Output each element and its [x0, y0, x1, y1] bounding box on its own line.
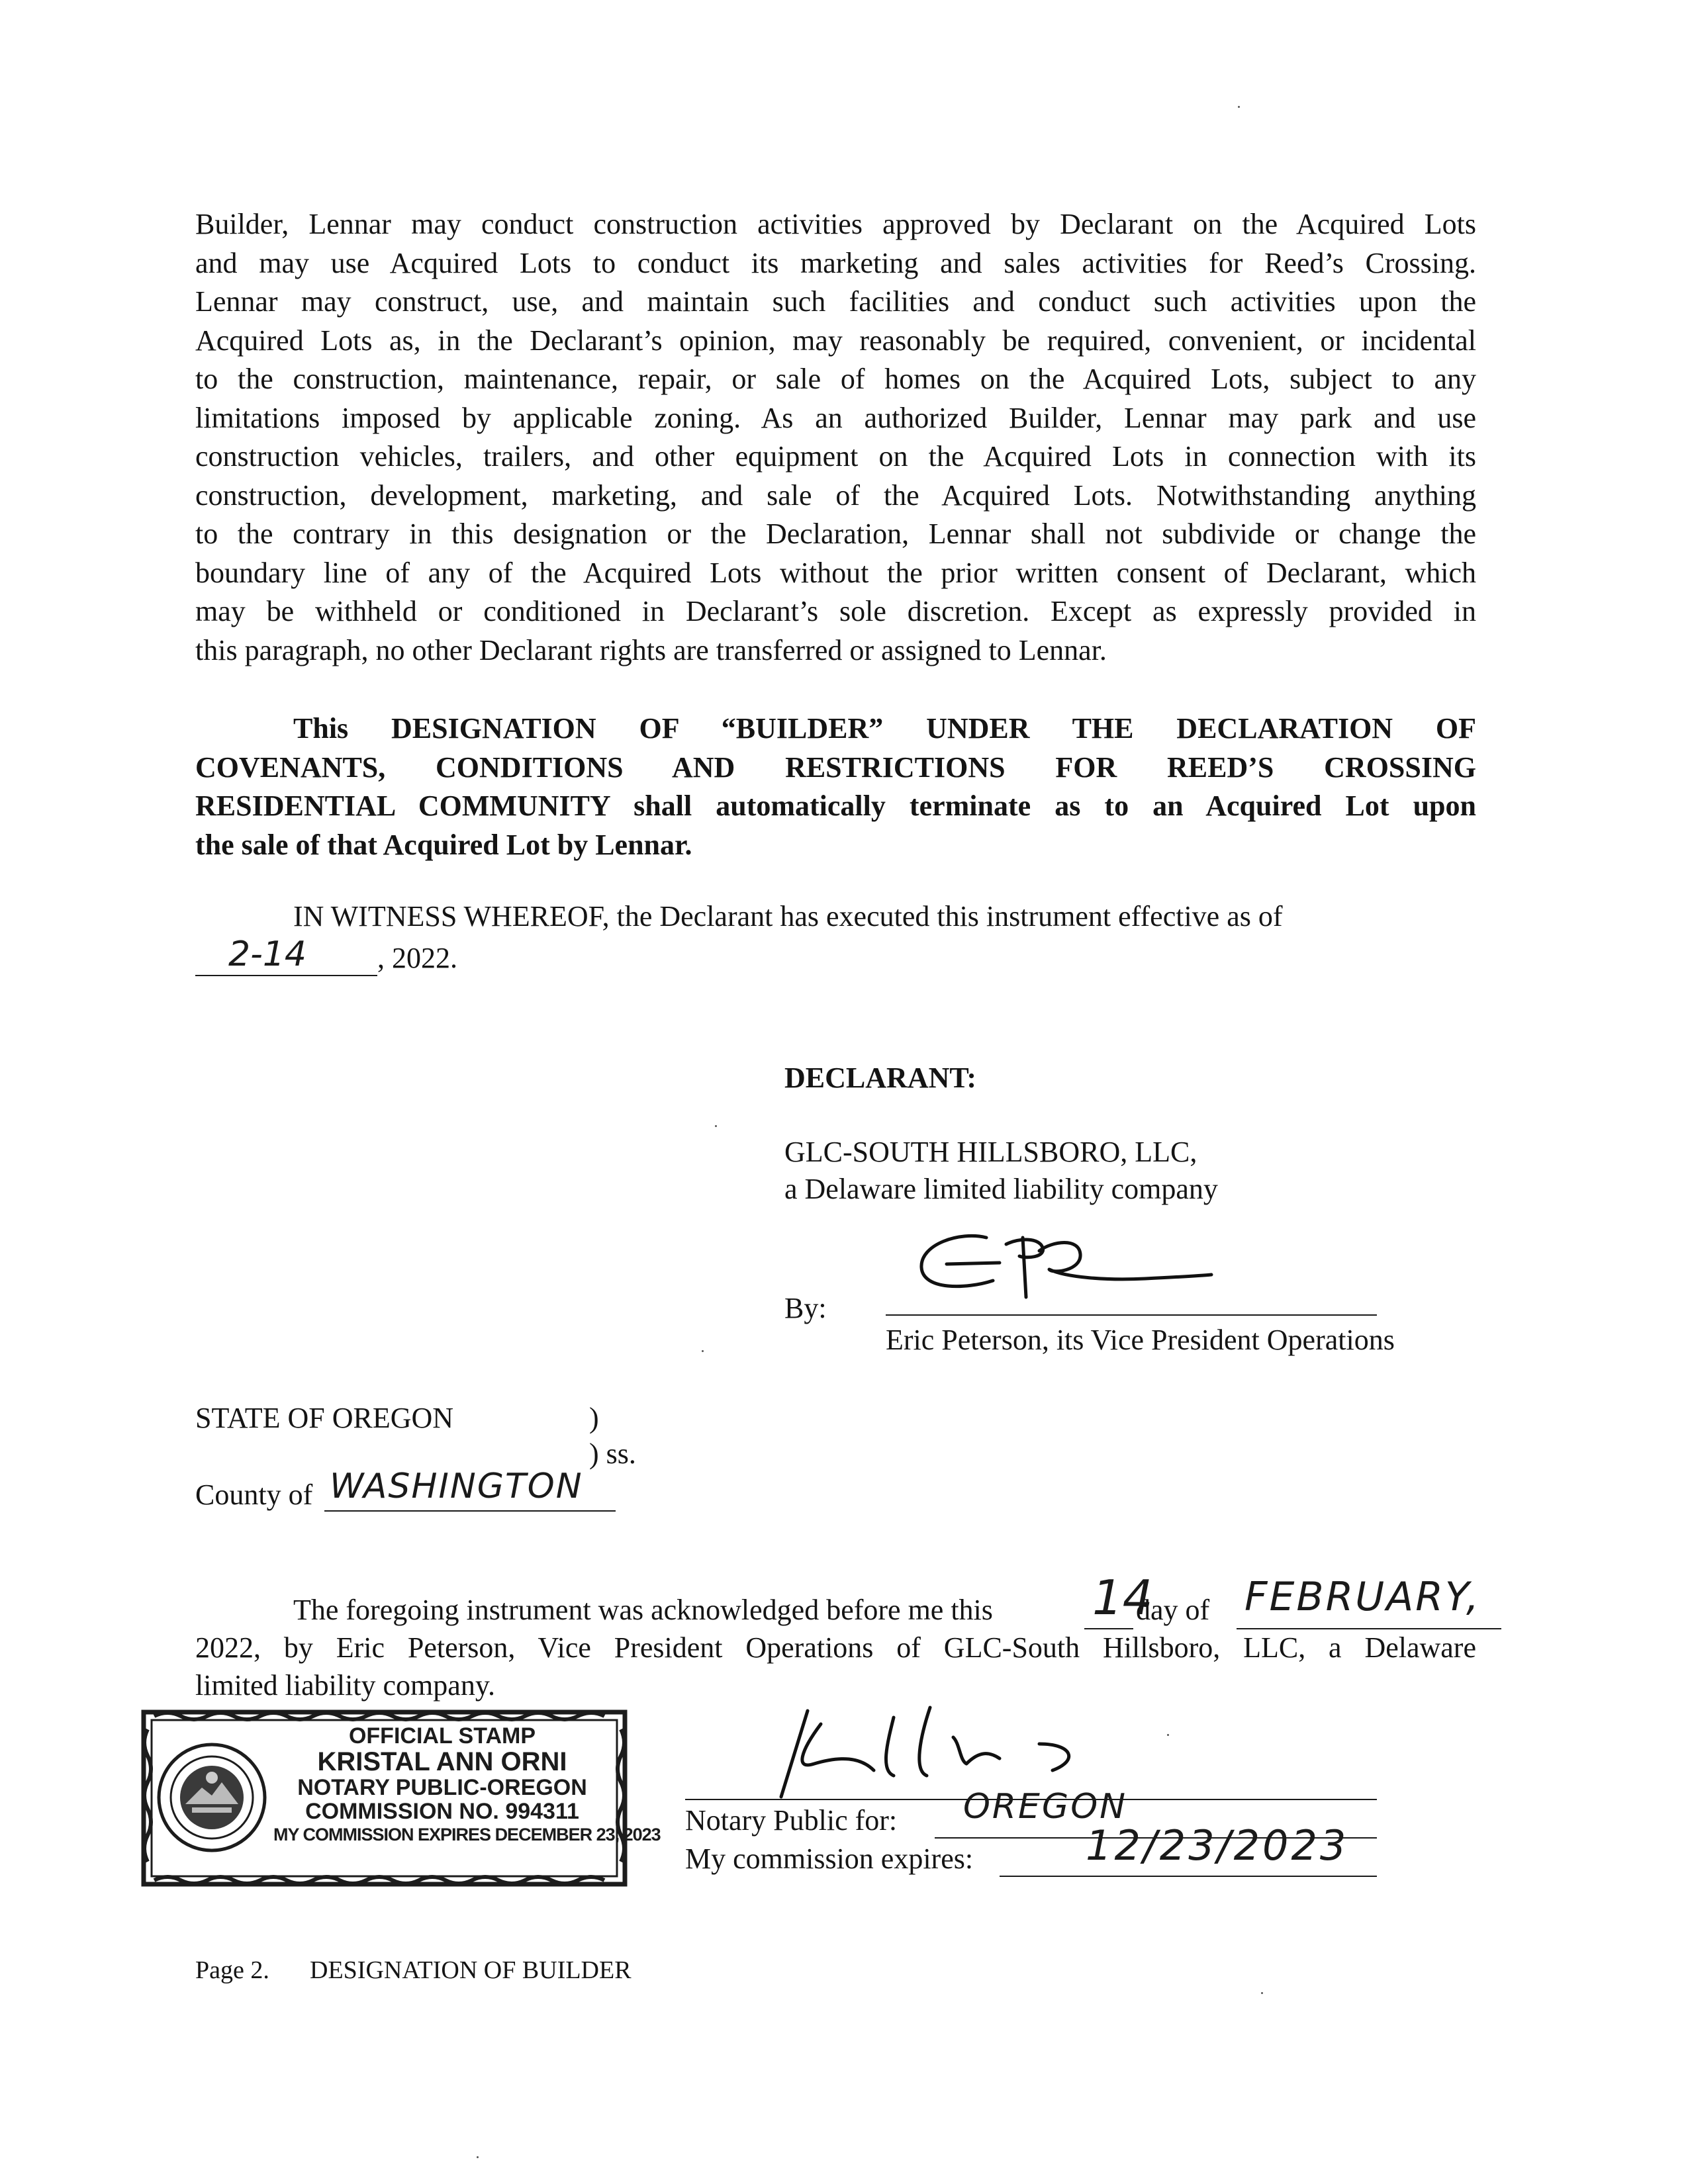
body-line: Lennar may construct, use, and maintain such facilities and conduct such activities upon the: [195, 285, 1476, 318]
scan-speck: [1238, 106, 1240, 108]
termination-paragraph: [195, 709, 1476, 864]
notary-stamp: [141, 1709, 661, 1887]
body-line: to the contrary in this designation or the Declaration, Lennar shall not subdivide or change the: [195, 518, 1476, 550]
body-line: this paragraph, no other Declarant rights are transferred or assigned to Lennar.: [195, 633, 1107, 666]
stamp-expiration: MY COMMISSION EXPIRES DECEMBER 23, 2023: [273, 1825, 661, 1844]
signer-title: Eric Peterson, its Vice President Operations: [886, 1324, 1395, 1356]
state-label: STATE OF OREGON: [195, 1402, 454, 1434]
oregon-seal-icon: [156, 1741, 268, 1854]
termination-line: RESIDENTIAL COMMUNITY shall automatically terminate as to an Acquired Lot upon: [195, 790, 1476, 822]
body-line: Builder, Lennar may conduct construction activities approved by Declarant on the Acquired Lots: [195, 208, 1476, 240]
body-line: Acquired Lots as, in the Declarant’s opinion, may reasonably be required, convenient, or incidental: [195, 324, 1476, 357]
body-line: boundary line of any of the Acquired Lots without the prior written consent of Declarant, which: [195, 556, 1476, 589]
body-line: and may use Acquired Lots to conduct its marketing and sales activities for Reed’s Crossing.: [195, 246, 1476, 279]
footer-page: Page 2.: [195, 1956, 269, 1984]
termination-line: COVENANTS, CONDITIONS AND RESTRICTIONS FOR REED’S CROSSING: [195, 751, 1476, 784]
venue-ss: ) ss.: [589, 1437, 636, 1470]
body-line: construction, development, marketing, and sale of the Acquired Lots. Notwithstanding anything: [195, 478, 1476, 512]
body-line: may be withheld or conditioned in Declarant’s sole discretion. Except as expressly provided in: [195, 595, 1476, 627]
commission-expires-handwritten: 12/23/2023: [1086, 1821, 1349, 1870]
scan-speck: [715, 1125, 717, 1127]
scan-speck: [477, 2156, 479, 2158]
commission-expires-line: [1000, 1876, 1377, 1877]
ack-line1-a: The foregoing instrument was acknowledged before me this: [293, 1594, 993, 1626]
declarant-signature: [907, 1218, 1225, 1317]
by-label: By:: [784, 1292, 827, 1324]
notary-public-for-label: Notary Public for:: [685, 1804, 898, 1837]
notary-state-handwritten: OREGON: [963, 1787, 1128, 1827]
ack-line1-b: day of: [1136, 1594, 1210, 1626]
witness-text: IN WITNESS WHEREOF, the Declarant has executed this instrument effective as of: [293, 900, 1283, 933]
declarant-heading: DECLARANT:: [784, 1062, 977, 1094]
county-line: [324, 1510, 616, 1512]
termination-line: the sale of that Acquired Lot by Lennar.: [195, 828, 692, 861]
body-line: to the construction, maintenance, repair, or sale of homes on the Acquired Lots, subject to any: [195, 363, 1476, 395]
witness-year: , 2022.: [377, 942, 457, 974]
termination-line: This DESIGNATION OF “BUILDER” UNDER THE DECLARATION OF: [293, 712, 1476, 745]
ack-line3: limited liability company.: [195, 1669, 495, 1702]
stamp-notary-name: KRISTAL ANN ORNI: [317, 1747, 567, 1776]
witness-date-handwritten: 2-14: [228, 934, 307, 974]
scan-speck: [702, 1350, 704, 1352]
witness-date-line: [195, 975, 377, 976]
county-label: County of: [195, 1479, 313, 1511]
stamp-line: NOTARY PUBLIC-OREGON: [297, 1775, 587, 1800]
body-paragraph: [195, 205, 1476, 670]
scan-speck: [1261, 1992, 1263, 1994]
declarant-company-type: a Delaware limited liability company: [784, 1173, 1218, 1205]
venue-paren: ): [589, 1402, 599, 1434]
scan-speck: [1167, 1734, 1169, 1736]
commission-expires-label: My commission expires:: [685, 1843, 974, 1875]
ack-month-handwritten: FEBRUARY,: [1244, 1574, 1481, 1620]
county-handwritten: WASHINGTON: [330, 1467, 583, 1506]
ack-line2: 2022, by Eric Peterson, Vice President Operations of GLC-South Hillsboro, LLC, a Delaware: [195, 1631, 1476, 1664]
stamp-text: [273, 1723, 661, 1846]
signature-line: [886, 1314, 1377, 1316]
ack-day-handwritten: 14: [1092, 1570, 1153, 1625]
footer-title: DESIGNATION OF BUILDER: [310, 1956, 632, 1984]
declarant-company: GLC-SOUTH HILLSBORO, LLC,: [784, 1136, 1197, 1168]
stamp-commission-number: COMMISSION NO. 994311: [305, 1799, 579, 1824]
stamp-line: OFFICIAL STAMP: [348, 1723, 536, 1749]
body-line: limitations imposed by applicable zoning. As an authorized Builder, Lennar may park and use: [195, 401, 1476, 434]
body-line: construction vehicles, trailers, and other equipment on the Acquired Lots in connection with its: [195, 440, 1476, 473]
